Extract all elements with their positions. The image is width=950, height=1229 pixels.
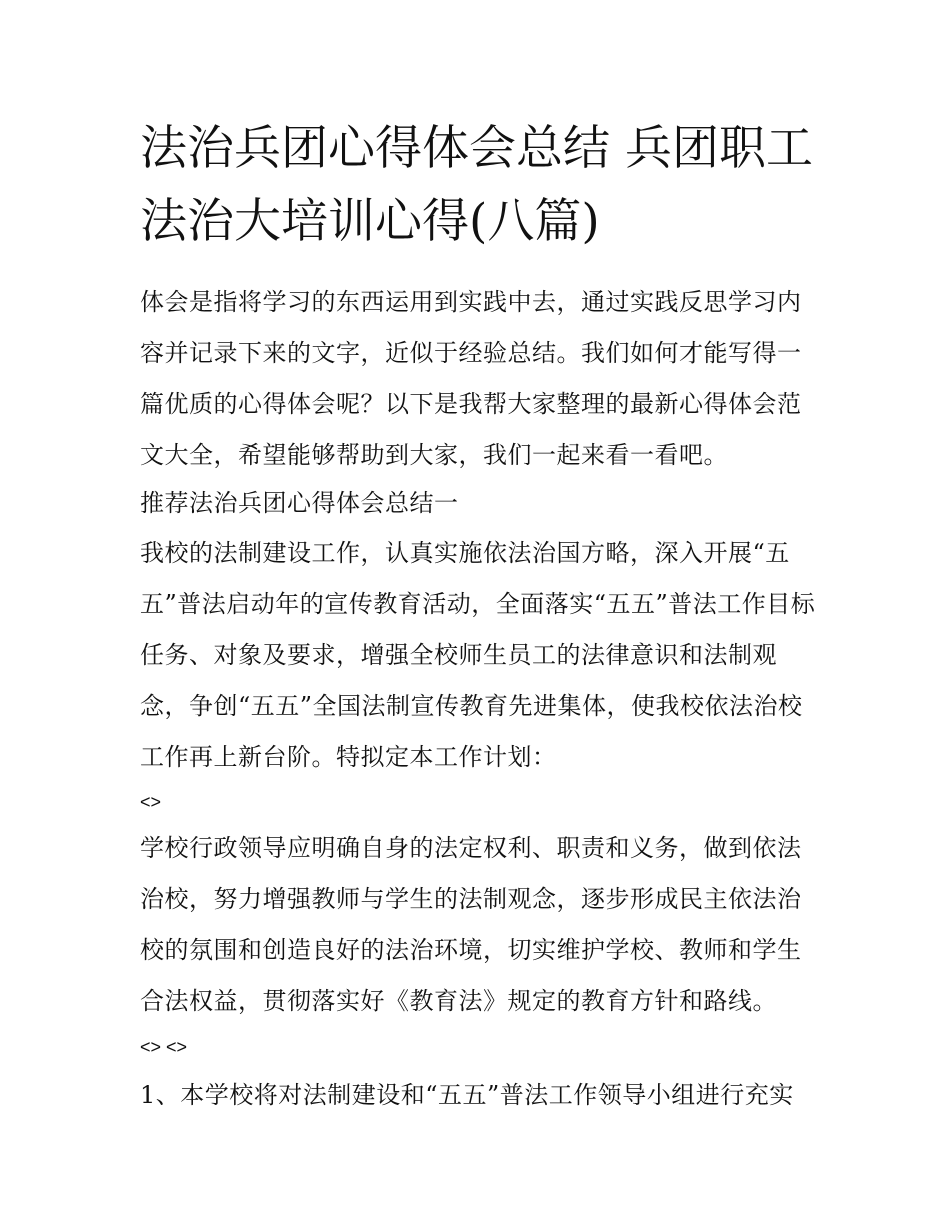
placeholder-marker-1: <>	[140, 792, 162, 812]
intro-paragraph: 体会是指将学习的东西运用到实践中去，通过实践反思学习内容并记录下来的文字，近似于经验总结。我们如何才能写得一篇优质的心得体会呢？以下是我帮大家整理的最新心得体会范文大全，希望能够帮助到大家，我们一起来看一看吧。	[140, 288, 802, 469]
body-paragraph-3: 1、本学校将对法制建设和“五五”普法工作领导小组进行充实	[140, 1081, 794, 1109]
body-paragraph-1: 我校的法制建设工作，认真实施依法治国方略，深入开展“五五”普法启动年的宣传教育活动，全面落实“五五”普法工作目标任务、对象及要求，增强全校师生员工的法律意识和法制观念，争创“五五”全国法制宣传教育先进集体，使我校依法治校工作再上新台阶。特拟定本工作计划：	[140, 539, 816, 771]
section-heading: 推荐法治兵团心得体会总结一	[140, 489, 459, 517]
document-title: 法治兵团心得体会总结 兵团职工法治大培训心得(八篇)	[140, 121, 813, 249]
body-paragraph-2: 学校行政领导应明确自身的法定权利、职责和义务，做到依法治校，努力增强教师与学生的法制观念，逐步形成民主依法治校的氛围和创造良好的法治环境，切实维护学校、教师和学生合法权益，贯彻落实好《教育法》规定的教育方针和路线。	[140, 834, 802, 1015]
placeholder-marker-2: <> <>	[140, 1037, 188, 1057]
